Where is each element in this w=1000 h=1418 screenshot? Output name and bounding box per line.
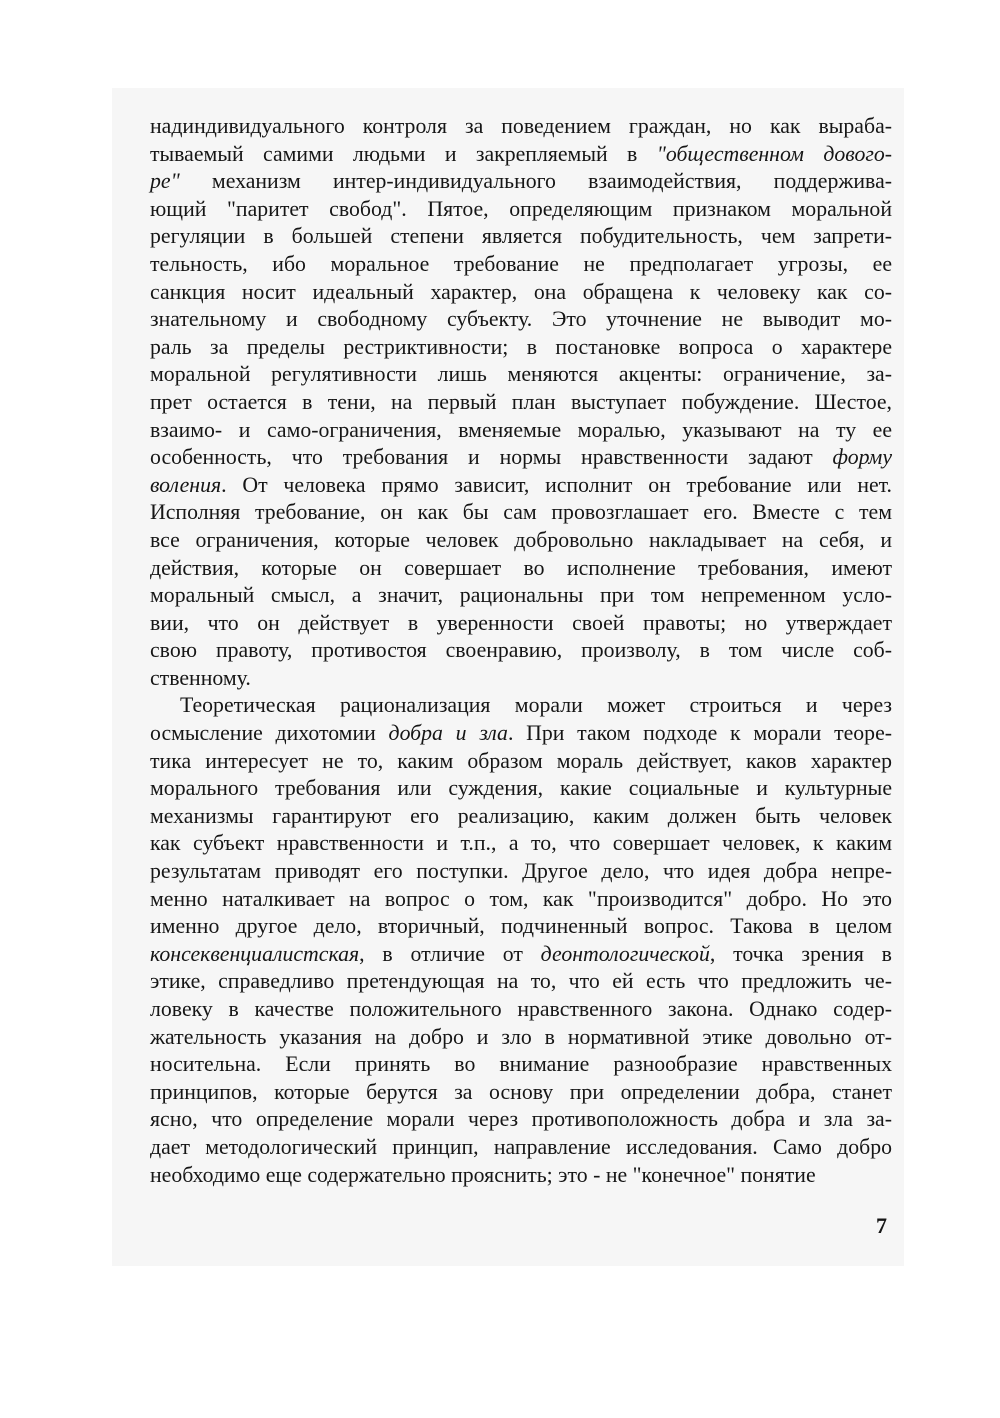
text-line [150,417,892,445]
text-line [150,720,892,748]
text-segment: , в отличие от [359,941,541,966]
text-line [150,913,892,941]
text-line [150,637,892,665]
text-line [150,1162,892,1190]
text-line [150,251,892,279]
text-line [150,1079,892,1107]
text-segment: вии, что он действует в уверенности своей правоты; но утверждает [150,610,892,635]
text-line [150,1106,892,1134]
page-body-text [150,113,892,1189]
text-segment: моральный смысл, а значит, рациональны при том непременном усло- [150,583,892,608]
text-line [150,1134,892,1162]
text-segment: моральной регулятивности лишь меняются акценты: ограничение, за- [150,362,892,387]
italic-text-segment: форму [832,445,892,470]
text-segment: результатам приводят его поступки. Другое дело, что идея добра непре- [150,859,892,884]
text-segment: тика интересует не то, каким образом мораль действует, каков характер [150,748,892,773]
paragraph [150,692,892,1189]
text-segment: , точка зрения в [709,941,892,966]
text-segment: прет остается в тени, на первый план выступает побуждение. Шестое, [150,389,892,414]
text-segment: морального требования или суждения, какие социальные и культурные [150,776,892,801]
text-line [150,472,892,500]
text-segment: жательность указания на добро и зло в нормативной этике довольно от- [150,1024,892,1049]
text-line [150,389,892,417]
text-line [150,775,892,803]
text-segment: санкция носит идеальный характер, она обращена к человеку как со- [150,279,892,304]
text-segment: осмысление дихотомии [150,721,389,746]
text-segment: тываемый самими людьми и закрепляемый в [150,141,657,166]
text-segment: . При таком подходе к морали теоре- [507,721,892,746]
text-line [150,748,892,776]
text-line [150,610,892,638]
text-line [150,444,892,472]
text-line [150,830,892,858]
italic-text-segment: "общественном дового- [656,141,893,166]
text-segment: ющий "паритет свобод". Пятое, определяющим признаком моральной [150,196,892,221]
text-line [150,803,892,831]
text-line [150,141,892,169]
text-segment: менно наталкивает на вопрос о том, как "производится" добро. Но это [150,886,892,911]
italic-text-segment: добра и зла [388,721,508,746]
page-number: 7 [876,1213,887,1238]
text-line [150,692,892,720]
text-segment: этике, справедливо претендующая на то, что ей есть что предложить че- [150,969,892,994]
text-segment: носительна. Если принять во внимание разнообразие нравственных [150,1052,892,1077]
text-segment: Исполняя требование, он как бы сам провозглашает его. Вместе с тем [150,500,892,525]
text-line [150,665,892,693]
text-line [150,555,892,583]
text-segment: как субъект нравственности и т.п., а то, что совершает человек, к каким [150,831,892,856]
italic-text-segment: ре" [150,169,180,194]
text-segment: необходимо еще содержательно прояснить; это - не "конечное" понятие [150,1162,816,1187]
text-line [150,499,892,527]
text-segment: механизмы гарантируют его реализацию, каким должен быть человек [150,803,892,828]
text-segment: ясно, что определение морали через противоположность добра и зла за- [150,1107,892,1132]
text-segment: механизм интер-индивидуального взаимодействия, поддержива- [179,169,892,194]
text-segment: особенность, что требования и нормы нравственности задают [150,445,833,470]
text-segment: знательному и свободному субъекту. Это уточнение не выводит мо- [150,307,892,332]
text-segment: свою правоту, противостоя своенравию, произволу, в том числе соб- [150,638,892,663]
italic-text-segment: воления [150,472,222,497]
text-line [150,996,892,1024]
text-line [150,279,892,307]
text-segment: Теоретическая рационализация морали может строиться и через [180,693,892,718]
text-line [150,113,892,141]
text-segment: взаимо- и само-ограничения, вменяемые моралью, указывают на ту ее [150,417,892,442]
text-line [150,858,892,886]
text-line [150,527,892,555]
text-line [150,306,892,334]
text-line [150,582,892,610]
text-line [150,968,892,996]
text-line [150,941,892,969]
text-line [150,334,892,362]
text-segment: ловеку в качестве положительного нравственного закона. Однако содер- [150,997,892,1021]
italic-text-segment: деонтологической [540,941,710,966]
text-line [150,168,892,196]
text-segment: действия, которые он совершает во исполнение требования, имеют [150,555,892,580]
text-segment: надиндивидуального контроля за поведением граждан, но как выраба- [150,114,892,138]
text-line [150,196,892,224]
text-line [150,1024,892,1052]
text-segment: дает методологический принцип, направление исследования. Само добро [150,1134,892,1159]
text-segment: ственному. [150,665,251,690]
text-line [150,886,892,914]
italic-text-segment: консеквенциалистская [150,941,360,966]
text-segment: . От человека прямо зависит, исполнит он требование или нет. [221,472,892,497]
text-line [150,361,892,389]
text-segment: тельность, ибо моральное требование не предполагает угрозы, ее [150,251,892,276]
text-segment: именно другое дело, вторичный, подчиненный вопрос. Такова в целом [150,914,892,939]
text-segment: все ограничения, которые человек добровольно накладывает на себя, и [150,527,892,552]
paragraph [150,113,892,692]
text-line [150,223,892,251]
text-line [150,1051,892,1079]
text-segment: регуляции в большей степени является побудительность, чем запрети- [150,224,892,249]
text-segment: принципов, которые берутся за основу при определении добра, станет [150,1079,892,1104]
text-segment: раль за пределы рестриктивности; в постановке вопроса о характере [150,334,892,359]
